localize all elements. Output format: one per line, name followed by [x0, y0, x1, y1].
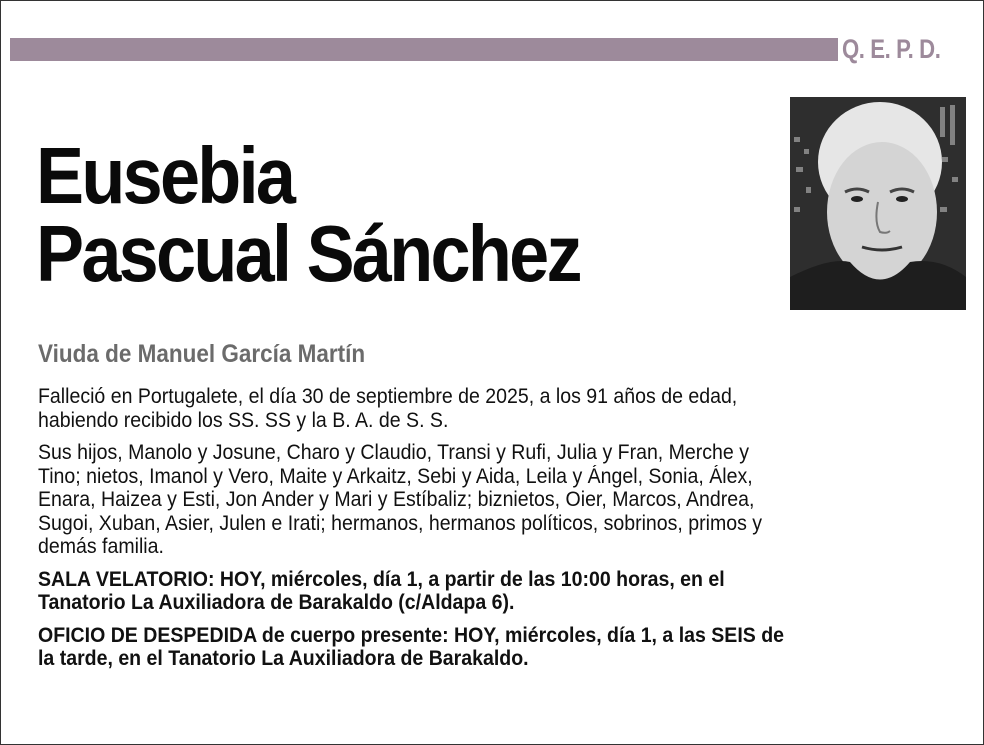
text-line: Tino; nietos, Imanol y Vero, Maite y Arkaitz, Sebi y Aida, Leila y Ángel, Sonia, Álex, — [38, 464, 753, 488]
deceased-first-name: Eusebia — [36, 131, 294, 220]
qepd-label: Q. E. P. D. — [842, 34, 941, 64]
text-line: demás familia. — [38, 535, 164, 558]
text-line: Falleció en Portugalete, el día 30 de septiembre de 2025, a los 91 años de edad, — [38, 385, 738, 408]
text-line: SALA VELATORIO: HOY, miércoles, día 1, a partir de las 10:00 horas, en el — [38, 567, 725, 591]
wake-paragraph — [38, 568, 958, 615]
family-paragraph — [38, 441, 958, 559]
widow-subtitle: Viuda de Manuel García Martín — [38, 340, 366, 368]
death-paragraph — [38, 385, 958, 432]
text-line: habiendo recibido los SS. SS y la B. A. de S. S. — [38, 408, 449, 432]
obituary-body — [38, 385, 958, 680]
text-line: Sus hijos, Manolo y Josune, Charo y Claudio, Transi y Rufi, Julia y Fran, Merche y — [38, 441, 749, 464]
text-line: Enara, Haizea y Esti, Jon Ander y Mari y Estíbaliz; biznietos, Oier, Marcos, Andrea, — [38, 488, 755, 511]
text-line: OFICIO DE DESPEDIDA de cuerpo presente: HOY, miércoles, día 1, a las SEIS de — [38, 623, 785, 647]
farewell-service-paragraph — [38, 624, 958, 671]
text-line: la tarde, en el Tanatorio La Auxiliadora de Barakaldo. — [38, 647, 529, 670]
header-bar — [10, 38, 838, 61]
text-line: Sugoi, Xuban, Asier, Julen e Irati; hermanos, hermanos políticos, sobrinos, primos y — [38, 511, 763, 535]
deceased-surnames: Pascual Sánchez — [36, 209, 580, 298]
text-line: Tanatorio La Auxiliadora de Barakaldo (c/Aldapa 6). — [38, 591, 515, 614]
portrait-photo — [790, 97, 966, 310]
